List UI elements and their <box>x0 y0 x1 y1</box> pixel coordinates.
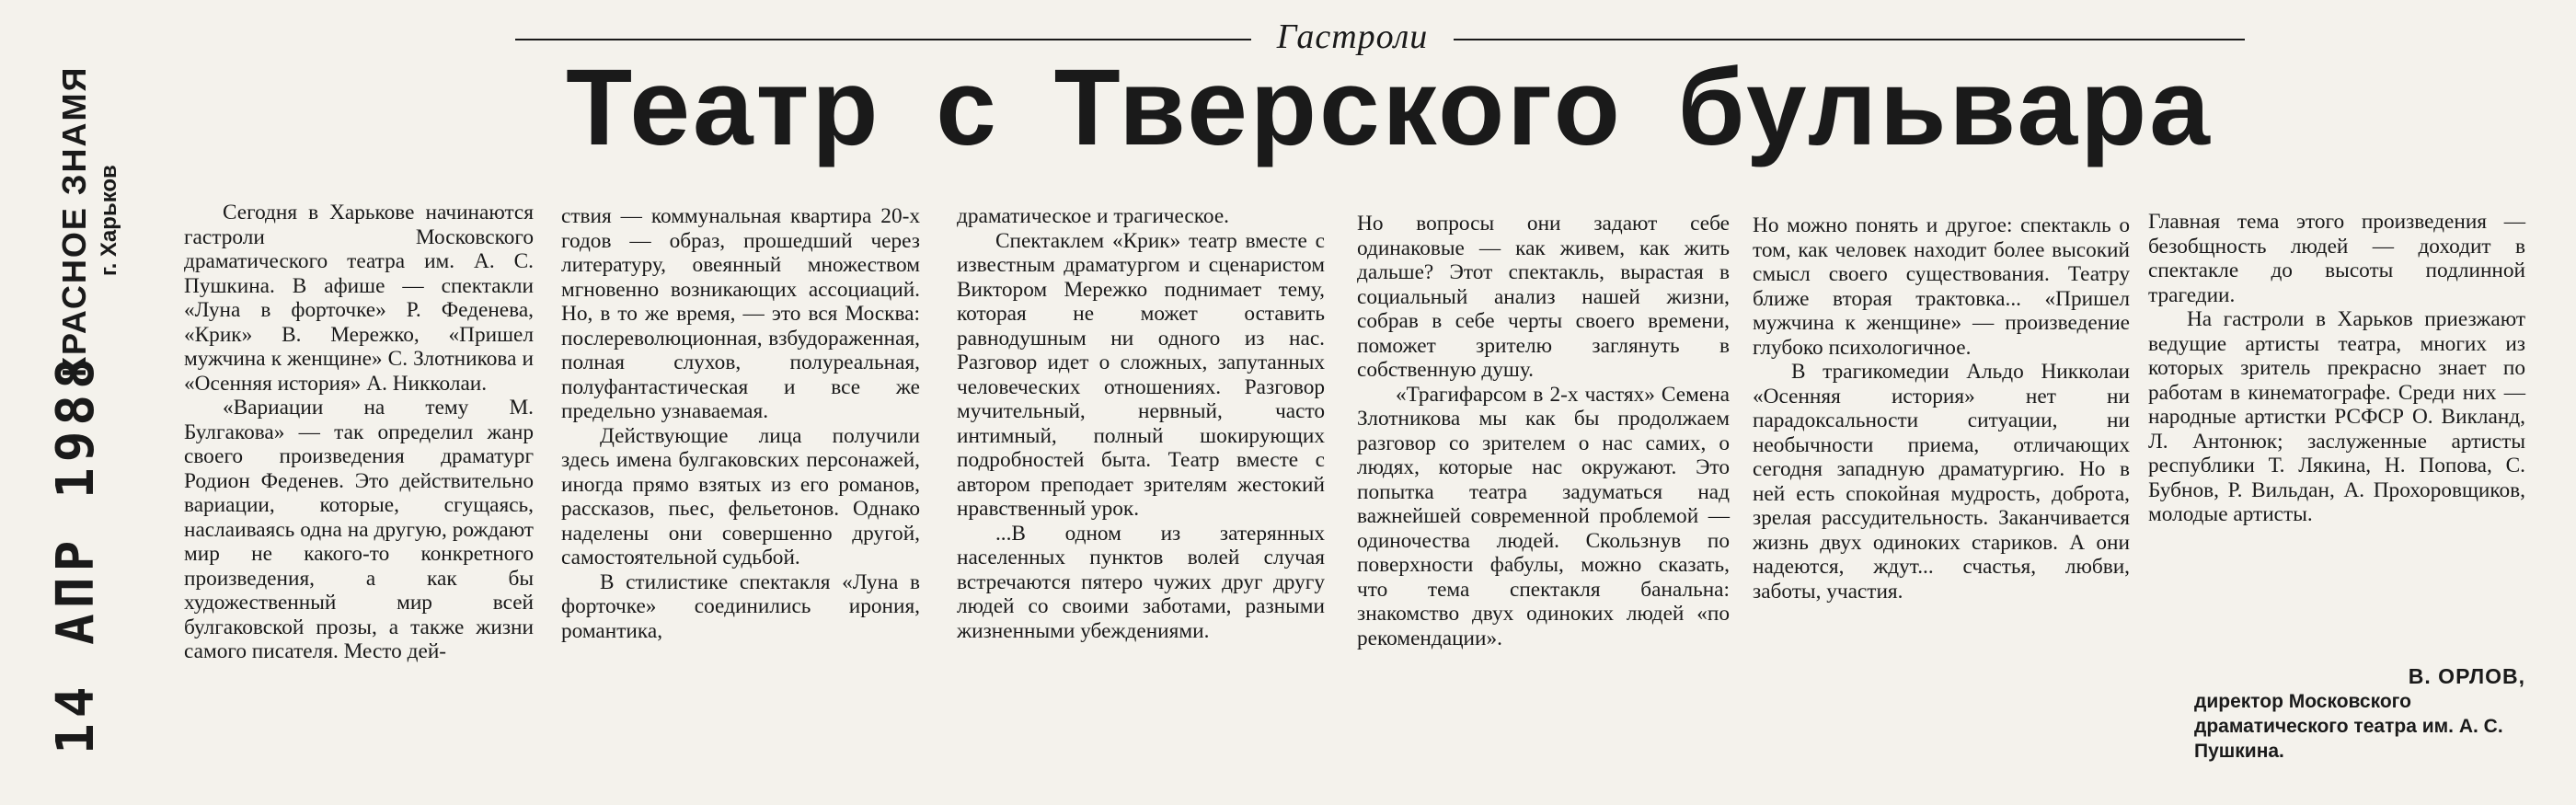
newspaper-masthead: КРАСНОЕ ЗНАМЯ <box>55 65 93 377</box>
date-stamp: 14 АПР 1988 <box>46 352 106 754</box>
article-column-5 <box>1753 213 2130 604</box>
paragraph: Но вопросы они задают себе одинаковые — как живем, как жить дальше? Этот спектакль, вырастая в социальный анализ нашей жизни, собрав в себе черты своего времени, поможет зрителю заглянуть в собственную душу. <box>1357 212 1730 382</box>
article-column-4 <box>1357 212 1730 650</box>
rubric-rule-left <box>515 39 1251 40</box>
newspaper-city: г. Харьков <box>97 165 121 276</box>
paragraph: Главная тема этого произведения — безобщность людей — доходит в спектакле до высоты подлинной трагедии. <box>2148 210 2525 307</box>
paragraph: В стилистике спектакля «Луна в форточке» соединились ирония, романтика, <box>561 569 920 643</box>
article-column-6 <box>2148 210 2525 527</box>
paragraph: Действующие лица получили здесь имена булгаковских персонажей, иногда прямо взятых из его романов, рассказов, пьес, фельетонов. Однако наделены они совершенно другой, самостоятельной судьбой. <box>561 423 920 569</box>
paragraph: ...В одном из затерянных населенных пунктов волей случая встречаются пятеро чужих друг другу людей со своими заботами, разными жизненными убеждениями. <box>957 521 1325 643</box>
rubric-rule-right <box>1454 39 2245 40</box>
paragraph: ствия — коммунальная квартира 20-х годов — образ, прошедший через литературу, овеянный множеством мгновенно возникающих ассоциаций. Но, в то же время, — это вся Москва: послереволюционная, взбудораженная, полная слухов, полуреальная, полуфантастическая и все же предельно узнаваемая. <box>561 204 920 423</box>
paragraph: драматическое и трагическое. <box>957 204 1229 228</box>
side-stamp <box>9 0 129 805</box>
headline: Театр с Тверского бульвара <box>566 47 2213 168</box>
author-role: директор Московского драматического театра им. А. С. Пушкина. <box>2194 691 2503 762</box>
paragraph: «Вариации на тему М. Булгакова» — так определил жанр своего произведения драматург Родион Феденев. Это действительно вариации, которые, сгущаясь, наслаиваясь одна на другую, рождают мир не какого-то конкретного произведения, а как бы художественный мир всей булгаковской прозы, а также жизни самого писателя. Место дей- <box>184 396 534 663</box>
article-column-3 <box>957 204 1325 643</box>
article-column-2 <box>561 204 920 643</box>
author-name: В. ОРЛОВ, <box>2408 664 2525 688</box>
paragraph: На гастроли в Харьков приезжают ведущие артисты театра, многих из которых зритель прекрасно знает по работам в кинематографе. Среди них — народные артистки РСФСР О. Викланд, Л. Антонюк; заслуженные артисты республики Т. Лякина, Н. Попова, С. Бубнов, Р. Вильдан, А. Прохоровщиков, молодые артисты. <box>2148 307 2525 526</box>
rubric: Гастроли <box>1276 17 1429 56</box>
article-column-1 <box>184 201 534 664</box>
author-signature <box>2148 664 2525 764</box>
paragraph: «Трагифарсом в 2-х частях» Семена Злотникова мы как бы продолжаем разговор со зрителем о нас самих, о людях, которые нас окружают. Это попытка театра задуматься над важнейшей современной проблемой — одиночества людей. Скользнув по поверхности фабулы, можно сказать, что тема спектакля банальна: знакомство двух одиноких людей «по рекомендации». <box>1357 382 1730 650</box>
paragraph: Спектаклем «Крик» театр вместе с известным драматургом и сценаристом Виктором Мережко поднимает тему, которая не может оставить равнодушным ни одного из нас. Разговор идет о сложных, запутанных человеческих отношениях. Разговор мучительный, нервный, часто интимный, полный шокирующих подробностей быта. Театр вместе с автором преподает зрителям жестокий нравственный урок. <box>957 228 1325 521</box>
paragraph: Сегодня в Харькове начинаются гастроли Московского драматического театра им. А. С. Пушкина. В афише — спектакли «Луна в форточке» Р. Феденева, «Крик» В. Мережко, «Пришел мужчина к женщине» С. Злотникова и «Осенняя история» А. Никколаи. <box>184 201 534 396</box>
paragraph: В трагикомедии Альдо Никколаи «Осенняя история» нет ни парадоксальности ситуации, ни необычности приема, отличающих сегодня западную драматургию. Но в ней есть спокойная мудрость, доброта, зрелая рассудительность. Заканчивается жизнь двух одиноких стариков. А они надеются, ждут... счастья, любви, заботы, участия. <box>1753 360 2130 604</box>
paragraph: Но можно понять и другое: спектакль о том, как человек находит более высокий смысл своего существования. Театру ближе вторая трактовка... «Пришел мужчина к женщине» — произведение глубоко психологичное. <box>1753 213 2130 360</box>
